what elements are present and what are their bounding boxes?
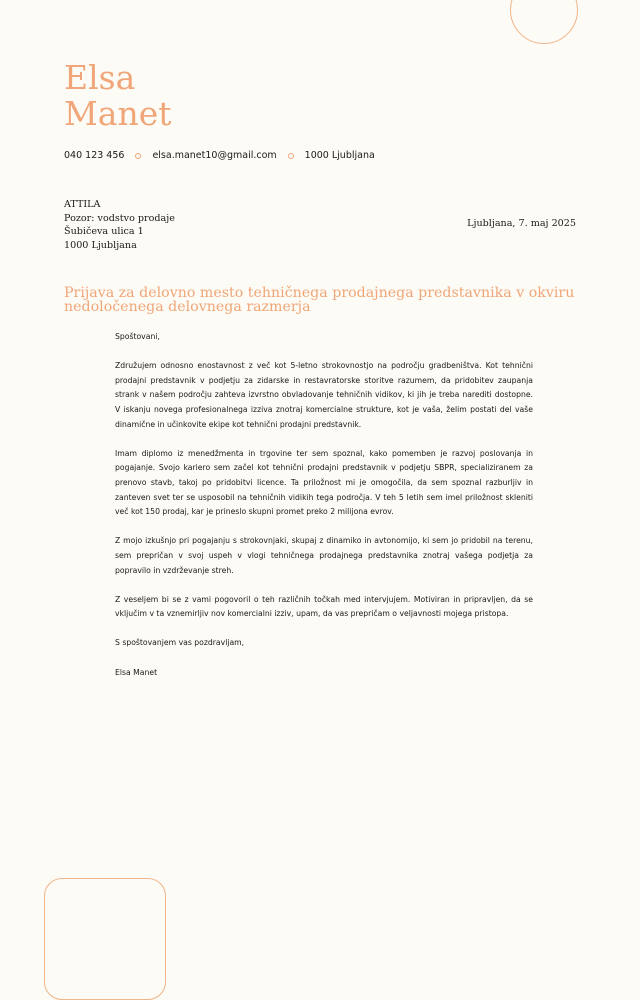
- paragraph: Z mojo izkušnjo pri pogajanju s strokovnjaki, skupaj z dinamiko in avtonomijo, ki sem jo pridobil na terenu, sem prepričan v svoj uspeh v vlogi tehničnega prodajnega predstavnika znotraj vašega podjetja za popravilo in vzdrževanje streh.: [115, 536, 533, 575]
- paragraph: Imam diplomo iz menedžmenta in trgovine ter sem spoznal, kako pomemben je razvoj poslovanja in pogajanje. Svojo kariero sem začel kot tehnični prodajni predstavnik v podjetju SBPR, specializiranem za prenovo stavb, takoj po pridobitvi licence. Ta priložnost mi je omogočila, da sem spoznal razburljiv in zanteven svet ter se usposobil na tehničnih vidikih tega področja. V teh 5 letih sem imel priložnost skleniti več kot 150 prodaj, kar je prineslo skupni promet preko 2 milijona evrov.: [115, 448, 533, 517]
- applicant-name: [64, 60, 172, 132]
- recipient-street: Šubičeva ulica 1: [64, 226, 144, 237]
- separator-dot-icon: [135, 153, 141, 159]
- recipient-attention: Pozor: vodstvo prodaje: [64, 212, 175, 224]
- email: elsa.manet10@gmail.com: [152, 150, 277, 161]
- recipient-company: ATTILA: [64, 199, 101, 210]
- first-name: Elsa: [64, 58, 136, 97]
- letter-body: [115, 330, 533, 695]
- greeting: Spoštovani,: [115, 332, 160, 341]
- paragraph: Združujem odnosno enostavnost z več kot 5-letno strokovnostjo na področju gradbeništva. Kot tehnični prodajni predstavnik v podjetju za zidarske in restavratorske storitve razumem, da pridobitev zaupanja strank v našem področju zahteva izvrstno obvladovanje tehničnih vidikov, ki jih je treba narediti dostopne. V iskanju novega profesionalnega izziva znotraj komercialne strukture, kot je vaša, želim postati del vaše dinamične in učinkovite ekipe kot tehnični prodajni predstavnik.: [115, 361, 533, 429]
- decorative-corner-shape: [44, 878, 166, 1000]
- contact-line: [64, 150, 375, 161]
- signature: Elsa Manet: [115, 667, 158, 677]
- paragraph: Z veseljem bi se z vami pogovoril o teh različnih točkah med intervjujem. Motiviran in pripravljen, da se vključim v ta vznemirljiv nov komercialni izziv, upam, da vas prepričam o veljavnosti mojega pristopa.: [115, 594, 533, 619]
- letter-subject: Prijava za delovno mesto tehničnega prodajnega predstavnika v okviru nedoločenega delovnega razmerja: [64, 285, 575, 315]
- decorative-circle: [510, 0, 578, 44]
- location: 1000 Ljubljana: [304, 150, 375, 161]
- separator-dot-icon: [288, 153, 294, 159]
- recipient-address: [64, 198, 175, 252]
- phone: 040 123 456: [64, 150, 125, 161]
- letter-date: Ljubljana, 7. maj 2025: [467, 218, 576, 229]
- closing: S spoštovanjem vas pozdravljam,: [115, 638, 245, 648]
- recipient-city: 1000 Ljubljana: [64, 239, 137, 251]
- last-name: Manet: [64, 94, 172, 133]
